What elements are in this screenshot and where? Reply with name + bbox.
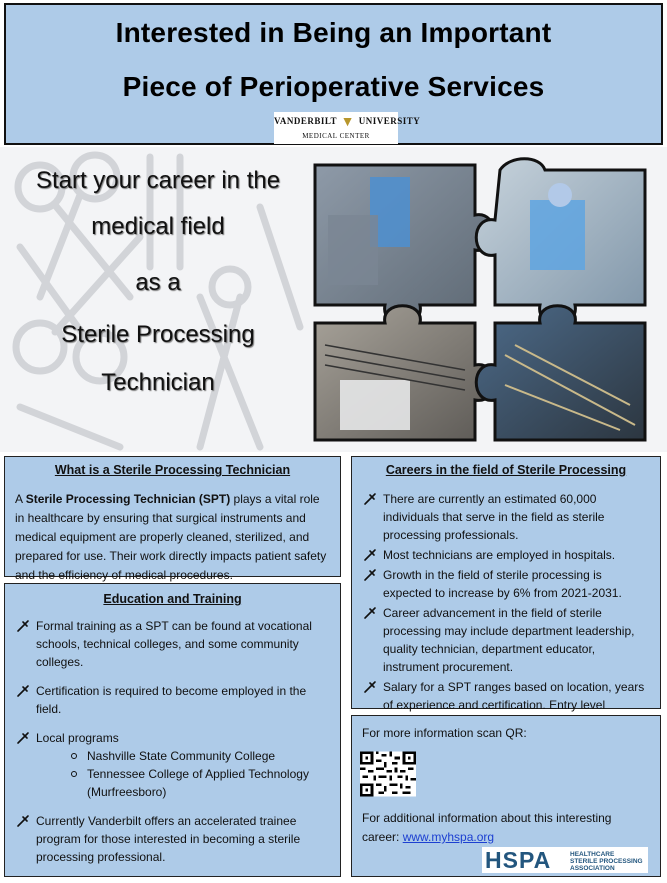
career-bullet (362, 546, 650, 564)
hspa-tag-line-2: STERILE PROCESSING (570, 858, 643, 865)
education-bullet-training: Formal training as a SPT can be found at vocational schools, technical colleges, and some community colleges. (36, 619, 312, 669)
hspa-wordmark: HSPA (485, 847, 552, 873)
hero-line-2: medical field (91, 213, 225, 240)
career-bullet-growth: Growth in the field of sterile processing is expected to increase by 6% from 2021-2031. (383, 568, 622, 600)
puzzle-piece-bottom-right (476, 306, 645, 440)
what-is-spt-title: What is a Sterile Processing Technician (54, 463, 291, 477)
hero-line-1: Start your career in the (35, 167, 281, 194)
headline-line-1: Interested in Being an Important (115, 17, 552, 48)
careers-title: Careers in the field of Sterile Processing (385, 463, 627, 477)
hero-line-4: Sterile Processing (61, 321, 255, 348)
more-info-section (351, 715, 661, 877)
qr-code[interactable] (360, 751, 416, 797)
circle-bullet-icon (71, 771, 77, 777)
circle-bullet-icon (71, 753, 77, 759)
career-bullet (362, 566, 650, 602)
what-text-body: plays a vital role in healthcare by ensuring that surgical instruments and medical equipment are properly cleaned, sterilized, and prepared for use. Their work directly impacts patient safety and the efficiency of medical procedures. (15, 492, 327, 582)
education-section (4, 583, 341, 877)
surgical-instrument-icon (16, 684, 30, 698)
education-bullet-local-programs: Local programs (36, 731, 119, 745)
surgical-instrument-icon (16, 619, 30, 633)
what-is-spt-section (4, 456, 341, 582)
vanderbilt-logo (274, 112, 421, 144)
education-bullet-certification: Certification is required to become employed in the field. (36, 684, 307, 716)
careers-section (351, 456, 661, 712)
headline-line-2: Piece of Perioperative Services (122, 71, 545, 102)
hspa-logo (482, 847, 648, 873)
additional-info-text (362, 809, 652, 847)
hspa-website-link[interactable]: www.myhspa.org (402, 830, 495, 844)
career-bullet-salary: Salary for a SPT ranges based on location, years of experience and certification. Entry level (383, 680, 645, 712)
surgical-instrument-icon (363, 548, 377, 562)
career-bullet-hospitals: Most technicians are employed in hospitals. (383, 548, 616, 562)
education-bullet (15, 617, 330, 671)
career-bullet-workforce: There are currently an estimated 60,000 individuals that serve in the field as sterile processing professionals. (383, 492, 605, 542)
education-title: Education and Training (103, 592, 242, 606)
hspa-tag-line-1: HEALTHCARE (570, 851, 615, 858)
surgical-instrument-icon (363, 492, 377, 506)
what-is-spt-text (15, 490, 330, 585)
career-bullet (362, 604, 650, 676)
surgical-instrument-icon (16, 731, 30, 745)
program-tcat-murfreesboro: Tennessee College of Applied Technology (Murfreesboro) (87, 767, 309, 799)
program-item (15, 765, 330, 801)
header-banner (4, 3, 663, 145)
surgical-instrument-icon (16, 814, 30, 828)
puzzle-piece-top-right (476, 159, 645, 324)
surgical-instrument-icon (363, 606, 377, 620)
puzzle-piece-bottom-left (315, 306, 494, 440)
program-item (15, 747, 330, 765)
qr-label: For more information scan QR: (362, 726, 527, 740)
logo-subtitle: MEDICAL CENTER (302, 132, 370, 140)
program-nashville-state: Nashville State Community College (87, 749, 276, 763)
hspa-tagline (570, 851, 643, 872)
hero-section (0, 147, 667, 452)
puzzle-piece-top-left (315, 165, 494, 324)
surgical-instrument-icon (363, 568, 377, 582)
surgical-instrument-icon (363, 680, 377, 694)
puzzle-photo-collage (300, 155, 658, 447)
what-text-prefix: A (15, 492, 26, 506)
education-bullet (15, 682, 330, 718)
education-bullet-vanderbilt-program: Currently Vanderbilt offers an accelerated trainee program for those interested in becoming a sterile processing professional. (36, 814, 301, 864)
career-bullet (362, 490, 650, 544)
career-bullet-advancement: Career advancement in the field of sterile processing may include department leadership, quality technician, department educator, instrument procurement. (383, 606, 635, 674)
vanderbilt-v-icon: ▼ (340, 115, 355, 130)
logo-word-vanderbilt: VANDERBILT (274, 116, 337, 126)
additional-info-prefix: For additional information about this interesting career: (362, 811, 612, 844)
hero-line-5: Technician (101, 369, 215, 396)
education-bullet (15, 812, 330, 866)
hspa-tag-line-3: ASSOCIATION (570, 865, 615, 872)
hero-line-3: as a (135, 269, 181, 296)
logo-word-university: UNIVERSITY (358, 116, 421, 126)
education-bullet (15, 729, 330, 747)
spt-term: Sterile Processing Technician (SPT) (25, 492, 231, 506)
